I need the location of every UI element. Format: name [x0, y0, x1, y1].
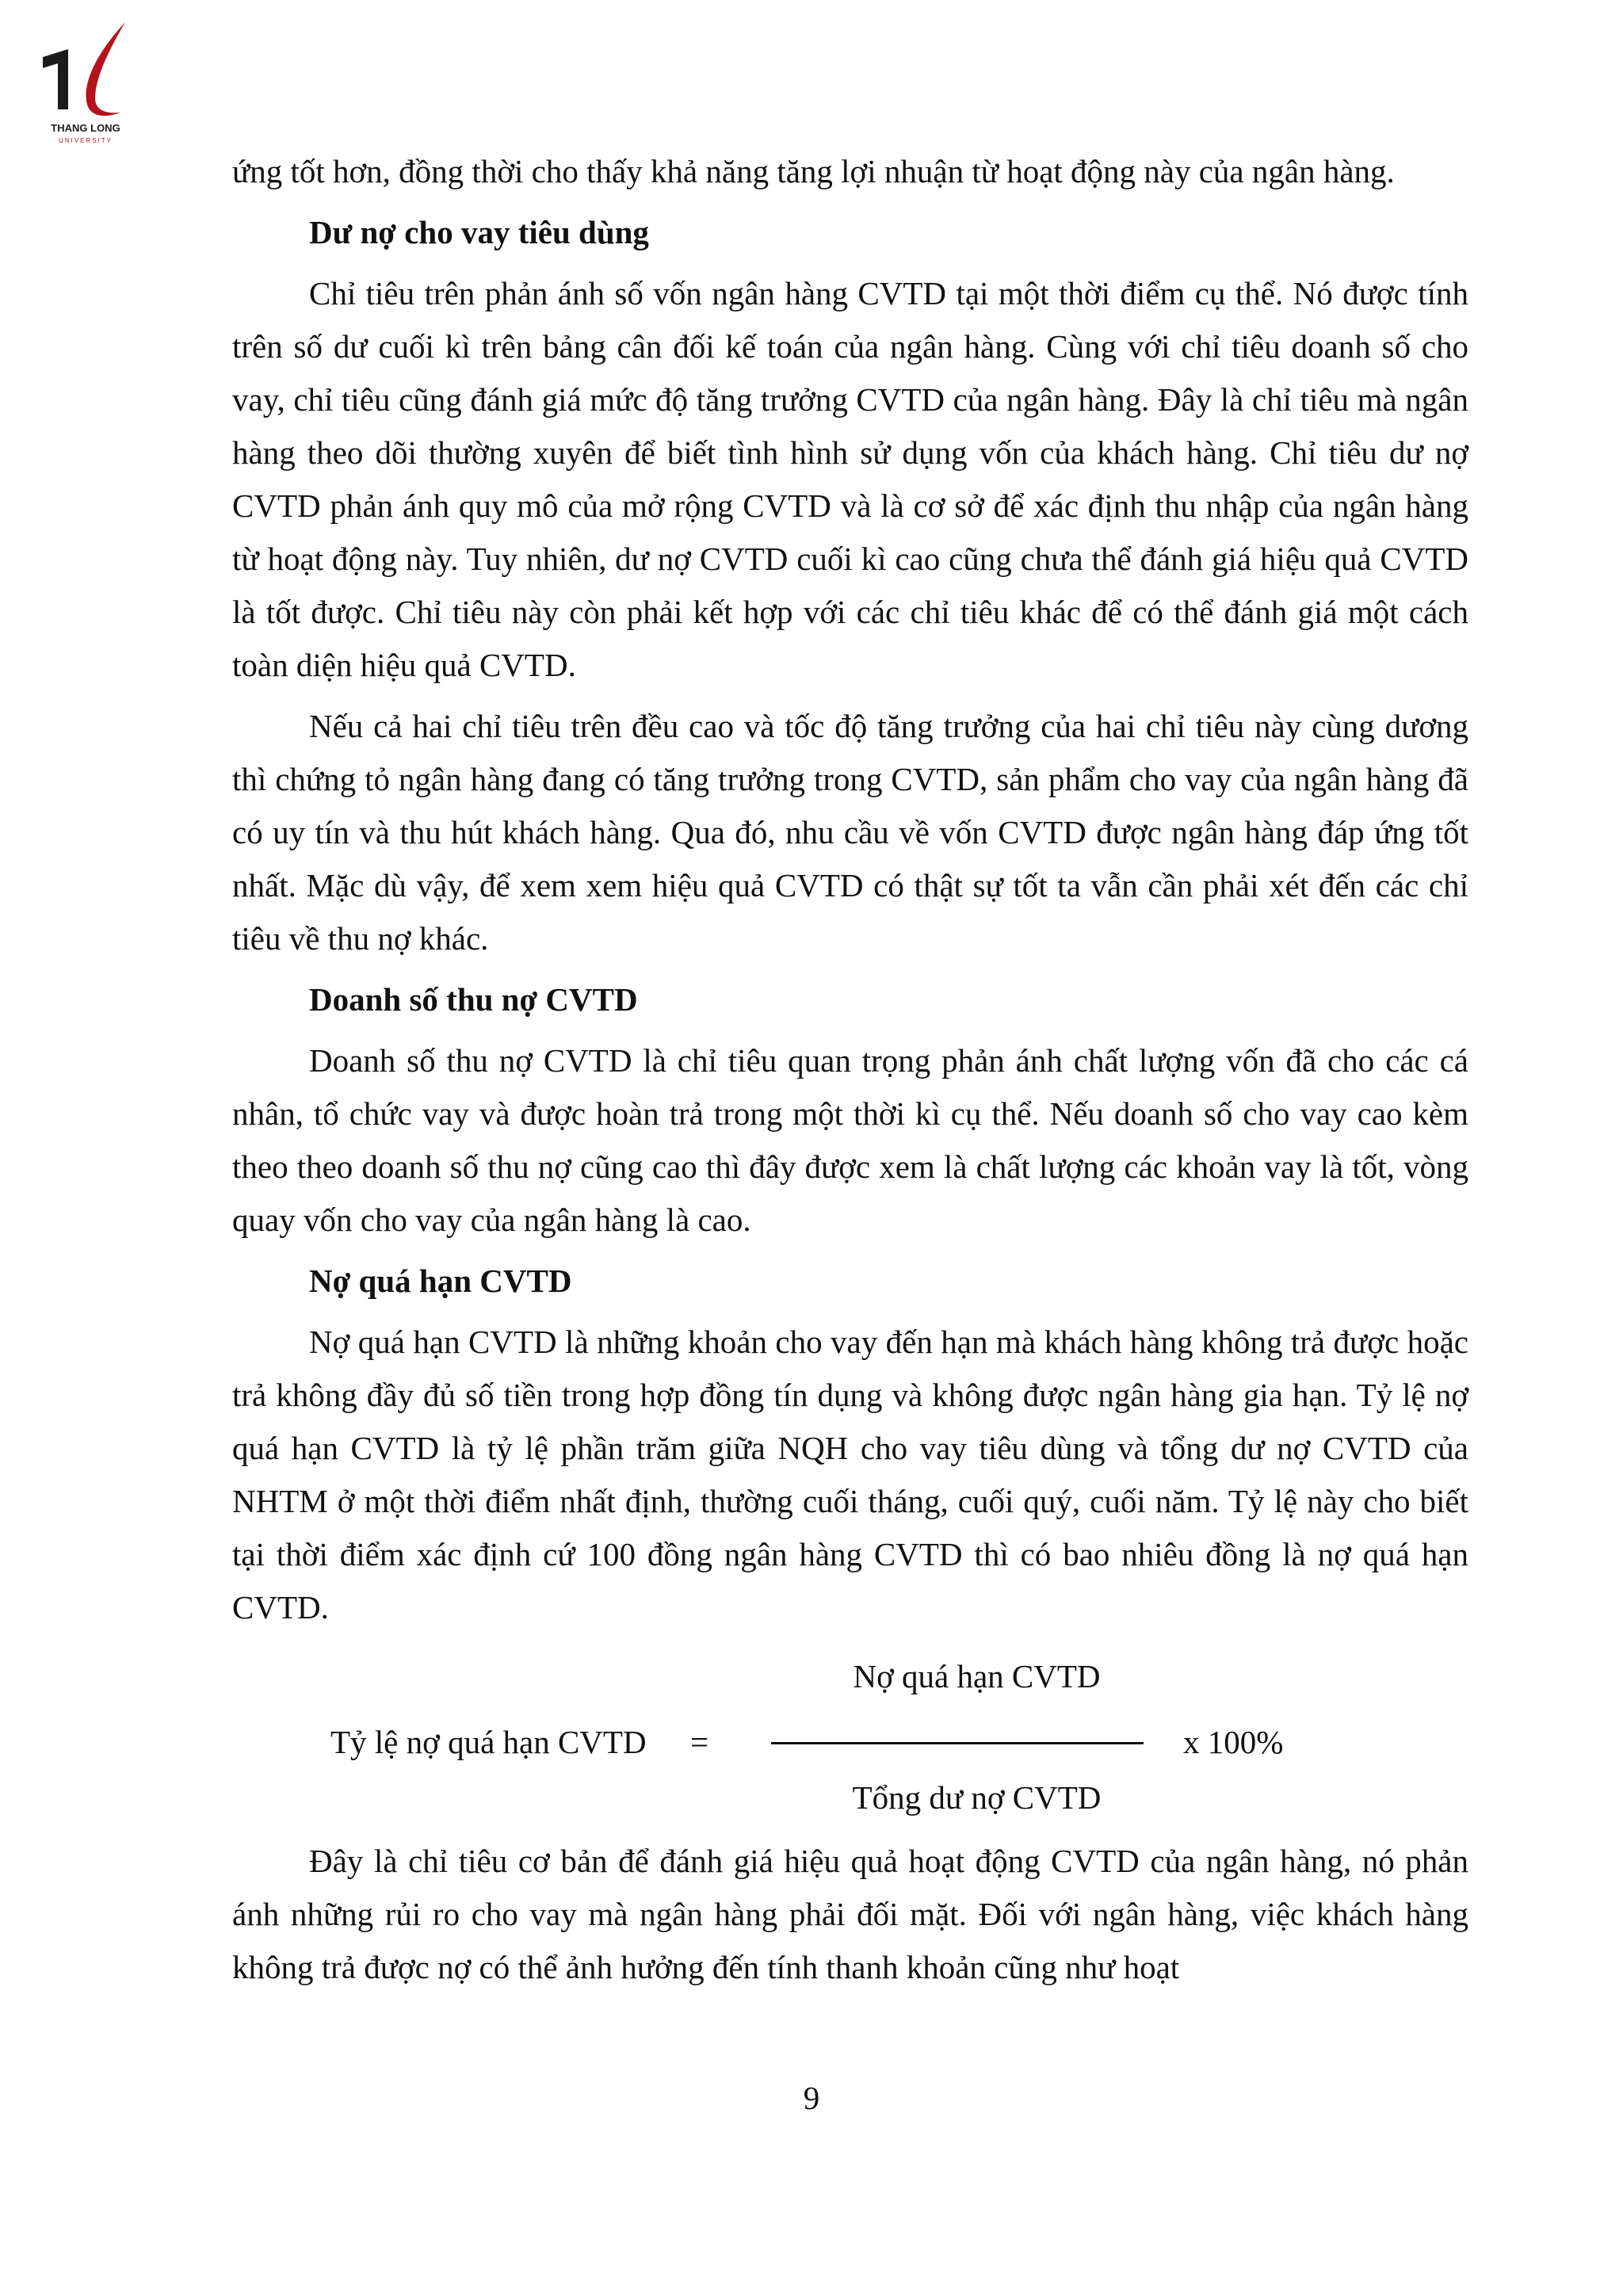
formula-ty-le-no-qua-han — [232, 1648, 1468, 1835]
page-number: 9 — [803, 2080, 820, 2116]
formula-equals: = — [690, 1724, 709, 1760]
page-content — [232, 145, 1468, 1994]
formula-multiplier: x 100% — [1183, 1724, 1284, 1760]
fraction-line — [771, 1742, 1144, 1744]
paragraph-no-qua-han: Nợ quá hạn CVTD là những khoản cho vay đến hạn mà khách hàng không trả được hoặc trả không đầy đủ số tiền trong hợp đồng tín dụng và không được ngân hàng gia hạn. Tỷ lệ nợ quá hạn CVTD là tỷ lệ phần trăm giữa NQH cho vay tiêu dùng và tổng dư nợ CVTD của NHTM ở một thời điểm nhất định, thường cuối tháng, cuối quý, cuối năm. Tỷ lệ này cho biết tại thời điểm xác định cứ 100 đồng ngân hàng CVTD thì có bao nhiêu đồng là nợ quá hạn CVTD. — [232, 1324, 1468, 1626]
paragraph-tang-truong: Nếu cả hai chỉ tiêu trên đều cao và tốc độ tăng trưởng của hai chỉ tiêu này cùng dương thì chứng tỏ ngân hàng đang có tăng trưởng trong CVTD, sản phẩm cho vay của ngân hàng đã có uy tín và thu hút khách hàng. Qua đó, nhu cầu về vốn CVTD được ngân hàng đáp ứng tốt nhất. Mặc dù vậy, để xem xem hiệu quả CVTD có thật sự tốt ta vẫn cần phải xét đến các chỉ tiêu về thu nợ khác. — [232, 708, 1468, 957]
formula-denominator: Tổng dư nợ CVTD — [852, 1779, 1102, 1816]
heading-du-no-cho-vay-tieu-dung: Dư nợ cho vay tiêu dùng — [309, 214, 649, 250]
logo-subtext: UNIVERSITY — [58, 137, 113, 144]
heading-no-qua-han: Nợ quá hạn CVTD — [309, 1263, 572, 1299]
paragraph-chi-tieu-co-ban: Đây là chỉ tiêu cơ bản để đánh giá hiệu quả hoạt động CVTD của ngân hàng, nó phản ánh những rủi ro cho vay mà ngân hàng phải đối mặt. Đối với ngân hàng, việc khách hàng không trả được nợ có thể ảnh hưởng đến tính thanh khoản cũng như hoạt — [232, 1843, 1468, 1985]
formula-left-side: Tỷ lệ nợ quá hạn CVTD — [330, 1724, 647, 1760]
formula-numerator: Nợ quá hạn CVTD — [853, 1658, 1101, 1694]
university-logo — [32, 16, 151, 151]
paragraph-continuation: ứng tốt hơn, đồng thời cho thấy khả năng tăng lợi nhuận từ hoạt động này của ngân hàng. — [232, 153, 1395, 189]
heading-doanh-so-thu-no: Doanh số thu nợ CVTD — [309, 981, 638, 1018]
logo-text: THANG LONG — [51, 122, 120, 134]
paragraph-du-no: Chỉ tiêu trên phản ánh số vốn ngân hàng CVTD tại một thời điểm cụ thể. Nó được tính trên số dư cuối kì trên bảng cân đối kế toán của ngân hàng. Cùng với chỉ tiêu doanh số cho vay, chỉ tiêu cũng đánh giá mức độ tăng trưởng CVTD của ngân hàng. Đây là chỉ tiêu mà ngân hàng theo dõi thường xuyên để biết tình hình sử dụng vốn của khách hàng. Chỉ tiêu dư nợ CVTD phản ánh quy mô của mở rộng CVTD và là cơ sở để xác định thu nhập của ngân hàng từ hoạt động này. Tuy nhiên, dư nợ CVTD cuối kì cao cũng chưa thể đánh giá hiệu quả CVTD là tốt được. Chỉ tiêu này còn phải kết hợp với các chỉ tiêu khác để có thể đánh giá một cách toàn diện hiệu quả CVTD. — [232, 275, 1468, 683]
paragraph-doanh-so-thu-no: Doanh số thu nợ CVTD là chỉ tiêu quan trọng phản ánh chất lượng vốn đã cho các cá nhân, tổ chức vay và được hoàn trả trong một thời kì cụ thể. Nếu doanh số cho vay cao kèm theo theo doanh số thu nợ cũng cao thì đây được xem là chất lượng các khoản vay là tốt, vòng quay vốn cho vay của ngân hàng là cao. — [232, 1042, 1468, 1238]
thang-long-logo-icon — [32, 16, 151, 151]
